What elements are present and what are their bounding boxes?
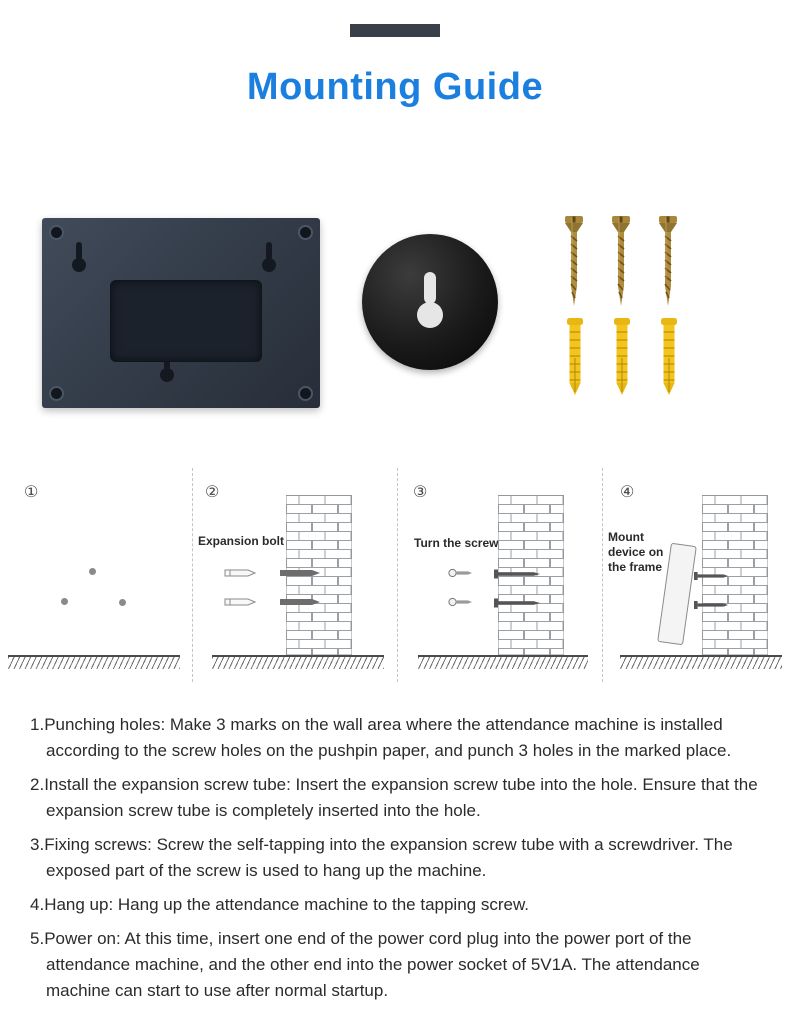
instruction-text: Punching holes: Make 3 marks on the wall area where the attendance machine is installed according to the screw holes on the pushpin paper, and punch 3 holes in the marked place.	[44, 715, 732, 760]
wall-mark-dot	[61, 598, 68, 605]
step-4-label: Mount device on the frame	[608, 530, 664, 574]
step-2-badge: ②	[205, 484, 220, 501]
wall-mark-dot	[119, 599, 126, 606]
instruction-number: 4.	[30, 895, 45, 914]
corner-screw-icon	[298, 386, 313, 401]
expansion-anchor-icon	[565, 318, 585, 396]
screw-inserted-icon	[694, 571, 728, 581]
screw-outline-icon	[448, 597, 474, 607]
instruction-item	[30, 832, 766, 884]
screw-inserted-icon	[494, 597, 540, 609]
ground-hatch	[418, 655, 588, 669]
instruction-item	[30, 926, 766, 1004]
ground-hatch	[620, 655, 782, 669]
instruction-text: Hang up: Hang up the attendance machine to the tapping screw.	[44, 895, 530, 914]
step-1-badge: ①	[24, 484, 39, 501]
keyhole-slot-icon	[70, 242, 88, 274]
screw-icon	[656, 216, 680, 308]
battery-compartment	[110, 280, 262, 362]
screw-icon	[562, 216, 586, 308]
instruction-number: 5.	[30, 929, 45, 948]
top-divider-bar	[350, 24, 440, 37]
expansion-anchor-icon	[612, 318, 632, 396]
step-3-badge: ③	[413, 484, 428, 501]
instruction-text: Power on: At this time, insert one end of the power cord plug into the power port of the attendance machine, and the other end into the power socket of 5V1A. The attendance machine can start to use after normal startup.	[44, 929, 700, 1000]
device-backplate-photo	[42, 218, 320, 408]
screw-outline-icon	[448, 568, 474, 578]
ground-hatch	[8, 655, 180, 669]
screw-inserted-icon	[694, 600, 728, 610]
step-2-label: Expansion bolt	[198, 534, 285, 548]
corner-screw-icon	[298, 225, 313, 240]
anchor-outline-icon	[224, 597, 256, 607]
ground-hatch	[212, 655, 384, 669]
anchor-inserted-icon	[280, 568, 320, 578]
instruction-item	[30, 772, 766, 824]
fasteners-photo	[548, 216, 708, 412]
instruction-text: Fixing screws: Screw the self-tapping into the expansion screw tube with a screwdriver. The exposed part of the screw is used to hang up the machine.	[44, 835, 733, 880]
panel-divider	[602, 468, 603, 682]
instruction-list	[30, 712, 766, 1012]
keyhole-slot-icon	[416, 272, 444, 330]
anchor-outline-icon	[224, 568, 256, 578]
wall-mark-dot	[89, 568, 96, 575]
instruction-text: Install the expansion screw tube: Insert the expansion screw tube into the hole. Ensure that the expansion screw tube is completely inserted into the hole.	[44, 775, 758, 820]
screw-icon	[609, 216, 633, 308]
installation-diagram	[0, 462, 790, 690]
corner-screw-icon	[49, 386, 64, 401]
step-3-label: Turn the screw	[414, 536, 499, 550]
mounting-disc-photo	[362, 234, 498, 370]
instruction-item	[30, 712, 766, 764]
instruction-number: 3.	[30, 835, 45, 854]
panel-divider	[397, 468, 398, 682]
screw-inserted-icon	[494, 568, 540, 580]
step-4-badge: ④	[620, 484, 635, 501]
instruction-item	[30, 892, 766, 918]
instruction-number: 2.	[30, 775, 45, 794]
anchor-inserted-icon	[280, 597, 320, 607]
panel-divider	[192, 468, 193, 682]
instruction-number: 1.	[30, 715, 45, 734]
expansion-anchor-icon	[659, 318, 679, 396]
keyhole-slot-icon	[260, 242, 278, 274]
corner-screw-icon	[49, 225, 64, 240]
page-title: Mounting Guide	[246, 66, 544, 108]
